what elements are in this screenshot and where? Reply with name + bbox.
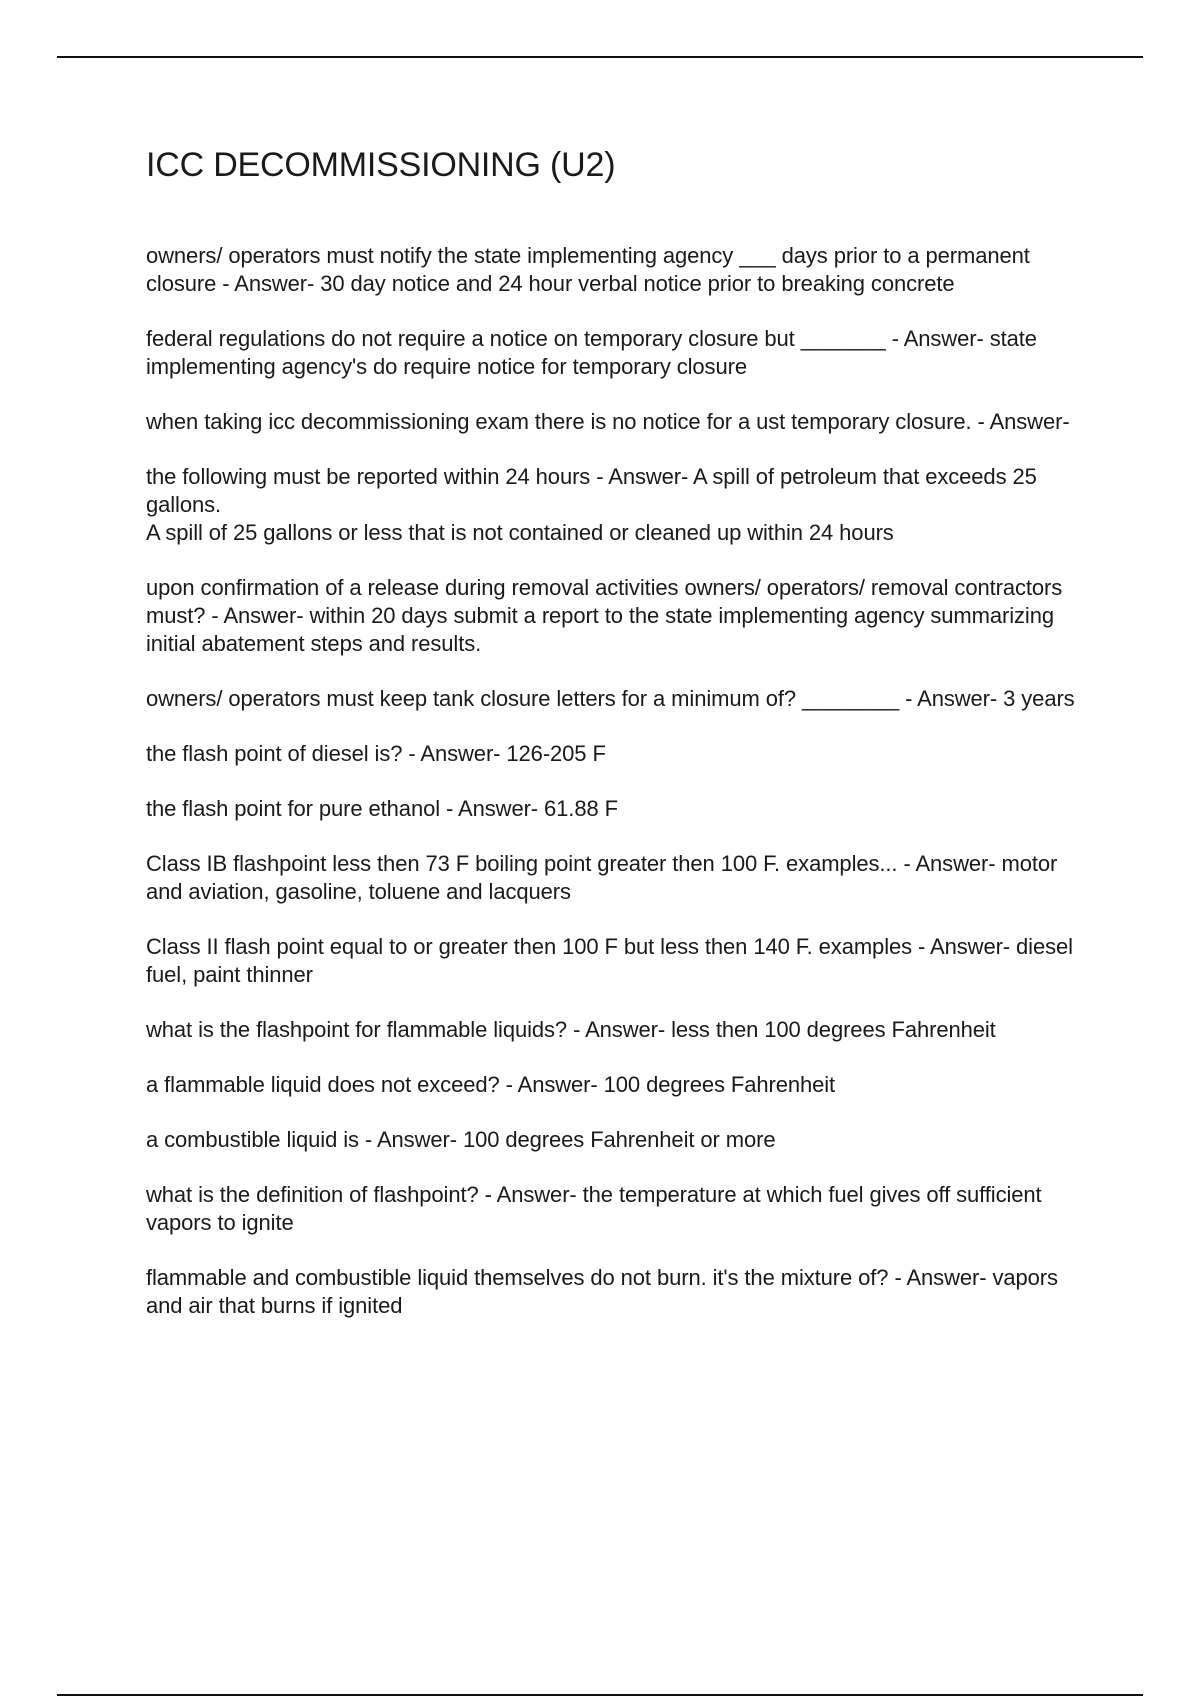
qa-item: the following must be reported within 24 hours - Answer- A spill of petroleum that exceeds 25 gallons. A spill of 25 gallons or less that is not contained or cleaned up within 24 hours: [146, 464, 1037, 545]
qa-item: federal regulations do not require a notice on temporary closure but _______ - Answer- state implementing agency's do require notice for temporary closure: [146, 326, 1037, 379]
qa-item: owners/ operators must keep tank closure letters for a minimum of? ________ - Answer- 3 years: [146, 686, 1075, 711]
qa-item: Class IB flashpoint less then 73 F boiling point greater then 100 F. examples... - Answer- motor and aviation, gasoline, toluene and lacquers: [146, 851, 1058, 904]
qa-item: upon confirmation of a release during removal activities owners/ operators/ removal contractors must? - Answer- within 20 days submit a report to the state implementing agency summarizing initial abatement steps and results.: [146, 575, 1063, 656]
qa-item: flammable and combustible liquid themselves do not burn. it's the mixture of? - Answer- vapors and air that burns if ignited: [146, 1265, 1058, 1318]
qa-item: a flammable liquid does not exceed? - Answer- 100 degrees Fahrenheit: [146, 1072, 836, 1097]
qa-item: what is the flashpoint for flammable liquids? - Answer- less then 100 degrees Fahrenheit: [146, 1017, 996, 1042]
qa-item: the flash point for pure ethanol - Answer- 61.88 F: [146, 796, 618, 821]
qa-item: owners/ operators must notify the state implementing agency ___ days prior to a permanent closure - Answer- 30 day notice and 24 hour verbal notice prior to breaking concrete: [146, 243, 1030, 296]
qa-item: Class II flash point equal to or greater then 100 F but less then 140 F. examples - Answer- diesel fuel, paint thinner: [146, 934, 1073, 987]
qa-item: what is the definition of flashpoint? - Answer- the temperature at which fuel gives off sufficient vapors to ignite: [146, 1182, 1042, 1235]
qa-item: when taking icc decommissioning exam there is no notice for a ust temporary closure. - Answer-: [146, 409, 1070, 434]
qa-item: the flash point of diesel is? - Answer- 126-205 F: [146, 741, 606, 766]
header-divider: [57, 56, 1143, 58]
footer-divider: [57, 1694, 1143, 1696]
qa-item: a combustible liquid is - Answer- 100 degrees Fahrenheit or more: [146, 1127, 776, 1152]
document-title: ICC DECOMMISSIONING (U2): [146, 146, 616, 184]
qa-list: [146, 242, 1090, 1347]
